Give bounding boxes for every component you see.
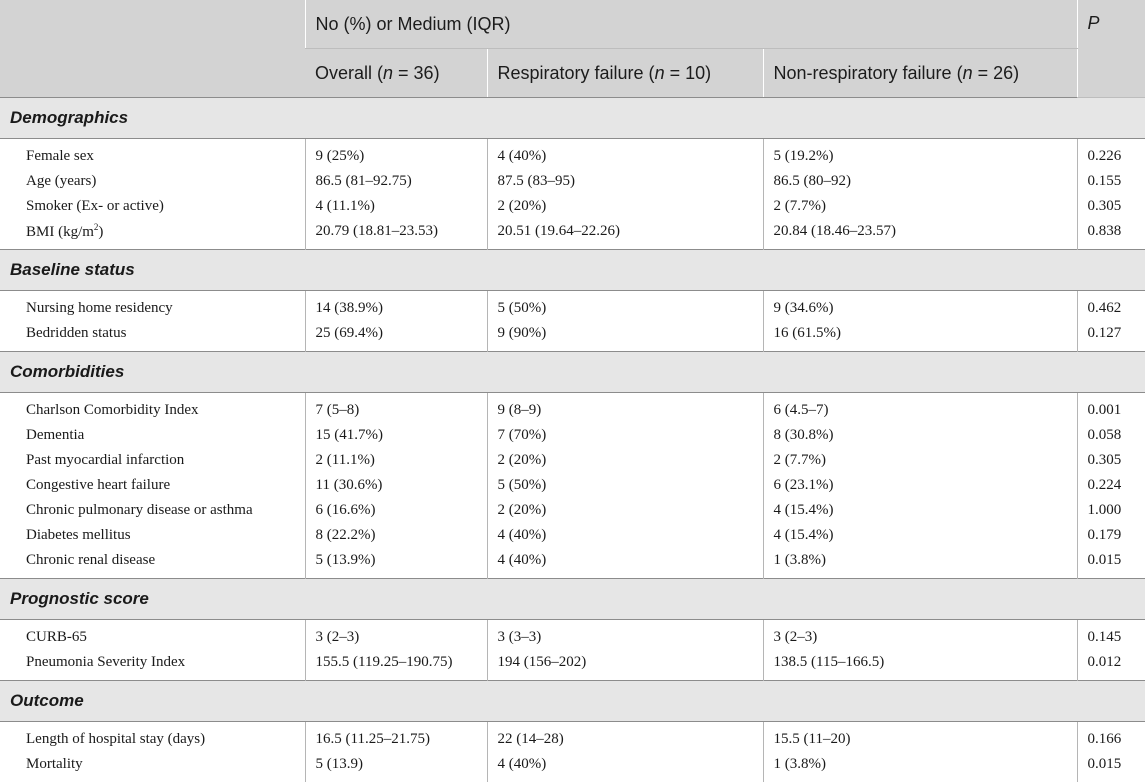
cell-overall: 3 (2–3) xyxy=(305,620,487,651)
cell-non-respiratory: 5 (19.2%) xyxy=(763,139,1077,170)
cell-respiratory: 4 (40%) xyxy=(487,548,763,579)
table-row xyxy=(0,423,1145,448)
cell-non-respiratory: 3 (2–3) xyxy=(763,620,1077,651)
cell-respiratory: 5 (50%) xyxy=(487,473,763,498)
section-baseline-status xyxy=(0,250,1145,352)
cell-overall: 5 (13.9%) xyxy=(305,548,487,579)
cell-non-respiratory: 4 (15.4%) xyxy=(763,523,1077,548)
row-label: Dementia xyxy=(0,423,305,448)
cell-respiratory: 5 (50%) xyxy=(487,291,763,322)
cell-p-value: 0.127 xyxy=(1077,321,1145,352)
cell-overall: 14 (38.9%) xyxy=(305,291,487,322)
cell-p-value: 0.224 xyxy=(1077,473,1145,498)
table-row xyxy=(0,498,1145,523)
cell-non-respiratory: 2 (7.7%) xyxy=(763,194,1077,219)
section-prognostic-score xyxy=(0,579,1145,681)
cell-overall: 9 (25%) xyxy=(305,139,487,170)
cell-respiratory: 9 (8–9) xyxy=(487,393,763,424)
table-header xyxy=(0,0,1145,98)
cell-p-value: 0.012 xyxy=(1077,650,1145,681)
header-col-non-respiratory: Non-respiratory failure (n = 26) xyxy=(763,49,1077,98)
row-label: Chronic pulmonary disease or asthma xyxy=(0,498,305,523)
row-label: Diabetes mellitus xyxy=(0,523,305,548)
cell-respiratory: 2 (20%) xyxy=(487,194,763,219)
table-row xyxy=(0,194,1145,219)
section-comorbidities xyxy=(0,352,1145,579)
section-title: Comorbidities xyxy=(0,352,1145,393)
cell-p-value: 0.166 xyxy=(1077,722,1145,753)
row-label: Past myocardial infarction xyxy=(0,448,305,473)
cell-p-value: 0.145 xyxy=(1077,620,1145,651)
cell-overall: 16.5 (11.25–21.75) xyxy=(305,722,487,753)
cell-overall: 5 (13.9) xyxy=(305,752,487,782)
cell-overall: 8 (22.2%) xyxy=(305,523,487,548)
table-row xyxy=(0,548,1145,579)
cell-p-value: 0.001 xyxy=(1077,393,1145,424)
cell-respiratory: 2 (20%) xyxy=(487,448,763,473)
cell-respiratory: 22 (14–28) xyxy=(487,722,763,753)
table-row xyxy=(0,321,1145,352)
cell-overall: 11 (30.6%) xyxy=(305,473,487,498)
cell-non-respiratory: 1 (3.8%) xyxy=(763,548,1077,579)
table-row xyxy=(0,752,1145,782)
cell-non-respiratory: 9 (34.6%) xyxy=(763,291,1077,322)
row-label: Length of hospital stay (days) xyxy=(0,722,305,753)
cell-overall: 155.5 (119.25–190.75) xyxy=(305,650,487,681)
header-p-label: P xyxy=(1088,13,1100,33)
header-blank-cell xyxy=(0,0,305,98)
row-label: Congestive heart failure xyxy=(0,473,305,498)
section-title: Prognostic score xyxy=(0,579,1145,620)
cell-respiratory: 3 (3–3) xyxy=(487,620,763,651)
cell-non-respiratory: 6 (4.5–7) xyxy=(763,393,1077,424)
cell-non-respiratory: 16 (61.5%) xyxy=(763,321,1077,352)
section-title: Baseline status xyxy=(0,250,1145,291)
table-row xyxy=(0,448,1145,473)
cell-non-respiratory: 86.5 (80–92) xyxy=(763,169,1077,194)
cell-p-value: 0.462 xyxy=(1077,291,1145,322)
cell-respiratory: 4 (40%) xyxy=(487,752,763,782)
section-title: Outcome xyxy=(0,681,1145,722)
cell-respiratory: 194 (156–202) xyxy=(487,650,763,681)
cell-non-respiratory: 8 (30.8%) xyxy=(763,423,1077,448)
cell-overall: 86.5 (81–92.75) xyxy=(305,169,487,194)
cell-non-respiratory: 15.5 (11–20) xyxy=(763,722,1077,753)
row-label: Mortality xyxy=(0,752,305,782)
cell-non-respiratory: 1 (3.8%) xyxy=(763,752,1077,782)
cell-p-value: 1.000 xyxy=(1077,498,1145,523)
cell-non-respiratory: 4 (15.4%) xyxy=(763,498,1077,523)
cell-p-value: 0.015 xyxy=(1077,548,1145,579)
table-row xyxy=(0,722,1145,753)
cell-overall: 7 (5–8) xyxy=(305,393,487,424)
row-label: Nursing home residency xyxy=(0,291,305,322)
table-row xyxy=(0,139,1145,170)
cell-respiratory: 7 (70%) xyxy=(487,423,763,448)
cell-overall: 4 (11.1%) xyxy=(305,194,487,219)
cell-respiratory: 4 (40%) xyxy=(487,523,763,548)
row-label: CURB-65 xyxy=(0,620,305,651)
cell-p-value: 0.305 xyxy=(1077,194,1145,219)
cell-respiratory: 9 (90%) xyxy=(487,321,763,352)
cell-overall: 25 (69.4%) xyxy=(305,321,487,352)
header-col-respiratory: Respiratory failure (n = 10) xyxy=(487,49,763,98)
cell-non-respiratory: 20.84 (18.46–23.57) xyxy=(763,219,1077,250)
cell-p-value: 0.226 xyxy=(1077,139,1145,170)
section-demographics xyxy=(0,98,1145,250)
header-group-label: No (%) or Medium (IQR) xyxy=(305,0,1077,49)
table-row xyxy=(0,291,1145,322)
cell-respiratory: 4 (40%) xyxy=(487,139,763,170)
cell-non-respiratory: 6 (23.1%) xyxy=(763,473,1077,498)
section-outcome xyxy=(0,681,1145,782)
row-label: Age (years) xyxy=(0,169,305,194)
table-row xyxy=(0,650,1145,681)
row-label: BMI $(kg/m^2)$ xyxy=(0,219,305,250)
row-label: Pneumonia Severity Index xyxy=(0,650,305,681)
row-label: Female sex xyxy=(0,139,305,170)
table-row xyxy=(0,523,1145,548)
cell-respiratory: 87.5 (83–95) xyxy=(487,169,763,194)
cell-respiratory: 2 (20%) xyxy=(487,498,763,523)
cell-p-value: 0.838 xyxy=(1077,219,1145,250)
cell-p-value: 0.058 xyxy=(1077,423,1145,448)
cell-non-respiratory: 2 (7.7%) xyxy=(763,448,1077,473)
cell-p-value: 0.015 xyxy=(1077,752,1145,782)
row-label: Chronic renal disease xyxy=(0,548,305,579)
cell-respiratory: 20.51 (19.64–22.26) xyxy=(487,219,763,250)
cell-non-respiratory: 138.5 (115–166.5) xyxy=(763,650,1077,681)
table-row xyxy=(0,169,1145,194)
row-label: Bedridden status xyxy=(0,321,305,352)
cell-p-value: 0.179 xyxy=(1077,523,1145,548)
row-label: Smoker (Ex- or active) xyxy=(0,194,305,219)
row-label: Charlson Comorbidity Index xyxy=(0,393,305,424)
table-row xyxy=(0,473,1145,498)
header-col-overall: Overall (n = 36) xyxy=(305,49,487,98)
cell-overall: 2 (11.1%) xyxy=(305,448,487,473)
cell-overall: 15 (41.7%) xyxy=(305,423,487,448)
cell-p-value: 0.155 xyxy=(1077,169,1145,194)
header-p-value xyxy=(1077,0,1145,98)
cell-overall: 20.79 (18.81–23.53) xyxy=(305,219,487,250)
table-row xyxy=(0,393,1145,424)
table-row xyxy=(0,620,1145,651)
section-title: Demographics xyxy=(0,98,1145,139)
cell-p-value: 0.305 xyxy=(1077,448,1145,473)
table-row xyxy=(0,219,1145,250)
cell-overall: 6 (16.6%) xyxy=(305,498,487,523)
